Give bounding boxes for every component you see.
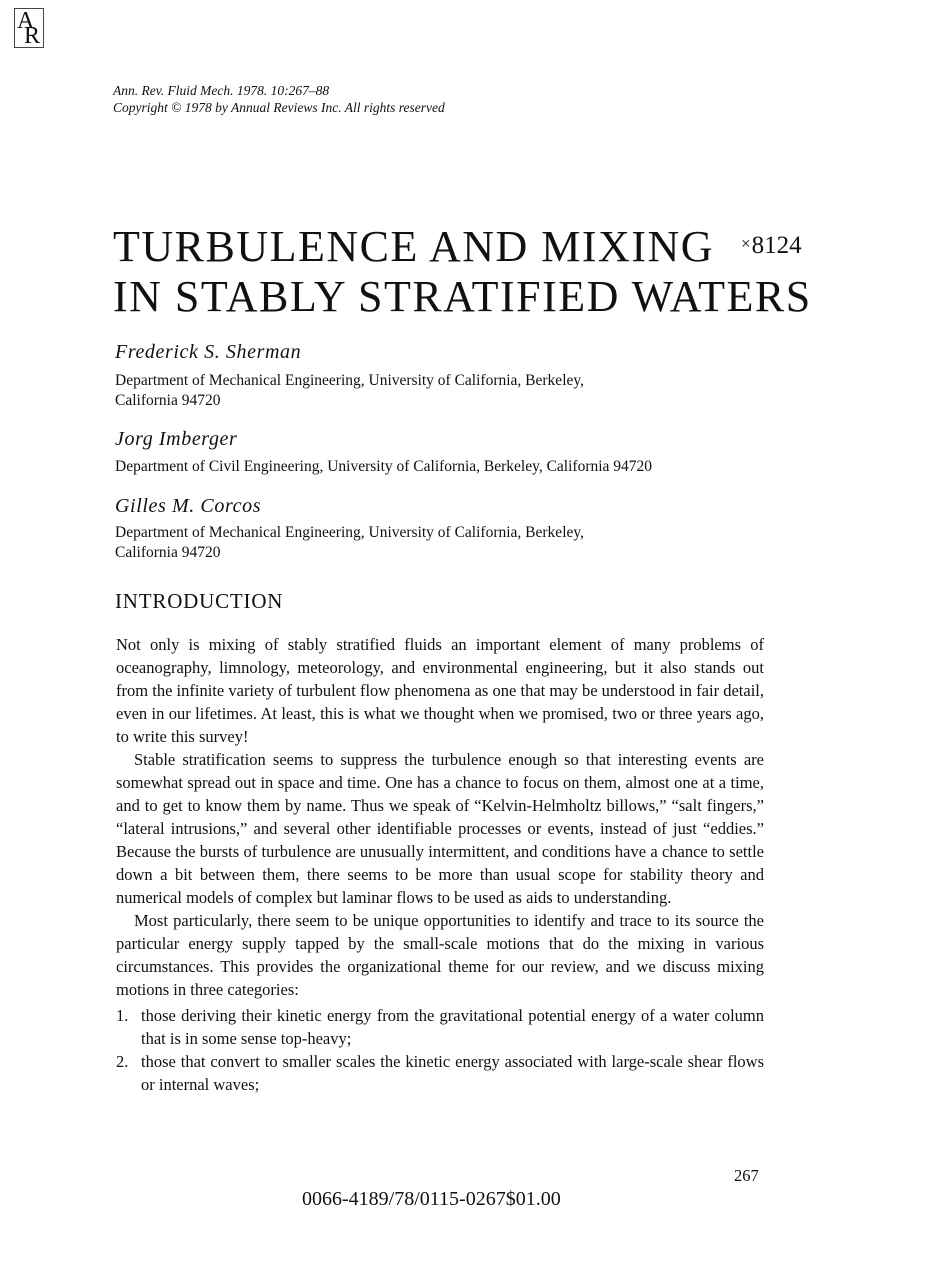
author-name: Frederick S. Sherman — [115, 341, 302, 363]
article-title — [113, 222, 833, 322]
section-heading: INTRODUCTION — [115, 589, 284, 613]
page-number: 267 — [734, 1166, 759, 1185]
title-line-2: IN STABLY STRATIFIED WATERS — [113, 272, 812, 321]
logo-letter-r: R — [24, 23, 41, 49]
author-name: Jorg Imberger — [115, 428, 238, 450]
list-item — [116, 1050, 764, 1096]
article-code — [741, 232, 802, 260]
body-text — [116, 633, 764, 1096]
affiliation-line-1: Department of Civil Engineering, University of California, Berkeley, California 94720 — [115, 458, 653, 475]
affiliation-line-1: Department of Mechanical Engineering, University of California, Berkeley, — [115, 372, 584, 389]
author-affiliation — [115, 457, 652, 477]
author-affiliation — [115, 371, 584, 411]
affiliation-line-2: California 94720 — [115, 392, 221, 409]
paragraph: Not only is mixing of stably stratified fluids an important element of many problems of oceanography, limnology, meteorology, and environmental engineering, but it also stands out from the infinite variety of turbulent flow phenomena as one that may be understood in fair detail, even in our lifetimes. At least, this is what we thought when we promised, two or three years ago, to write this survey! — [116, 635, 764, 746]
list-item — [116, 1004, 764, 1050]
code-mark: × — [741, 234, 751, 253]
journal-header — [113, 82, 445, 116]
paragraph: Most particularly, there seem to be unique opportunities to identify and trace to its source the particular energy supply tapped by the small-scale motions that do the mixing in various circumstances. This provides the organizational theme for our review, and we discuss mixing motions in three categories: — [116, 911, 764, 999]
numbered-list — [116, 1004, 764, 1096]
author-affiliation — [115, 523, 584, 563]
affiliation-line-2: California 94720 — [115, 544, 221, 561]
title-line-1: TURBULENCE AND MIXING — [113, 222, 715, 271]
annual-reviews-logo — [14, 8, 44, 48]
logo-letter-a: A — [17, 8, 35, 34]
code-number: 8124 — [751, 232, 802, 259]
author-name: Gilles M. Corcos — [115, 495, 262, 517]
list-item-number: 2. — [116, 1052, 129, 1071]
list-item-number: 1. — [116, 1006, 129, 1025]
list-item-text: those deriving their kinetic energy from the gravitational potential energy of a water column that is in some sense top-heavy; — [141, 1006, 764, 1048]
copyright-line: Copyright © 1978 by Annual Reviews Inc. All rights reserved — [113, 100, 445, 115]
journal-citation: Ann. Rev. Fluid Mech. 1978. 10:267–88 — [113, 83, 330, 98]
affiliation-line-1: Department of Mechanical Engineering, University of California, Berkeley, — [115, 524, 584, 541]
list-item-text: those that convert to smaller scales the kinetic energy associated with large-scale shear flows or internal waves; — [141, 1052, 764, 1094]
issn-code: 0066-4189/78/0115-0267$01.00 — [302, 1188, 561, 1210]
paragraph: Stable stratification seems to suppress the turbulence enough so that interesting events are somewhat spread out in space and time. One has a chance to focus on them, almost one at a time, and to get to know them by name. Thus we speak of “Kelvin-Helmholtz billows,” “salt fingers,” “lateral intrusions,” and several other identifiable processes or events, instead of just “eddies.” Because the bursts of turbulence are unusually intermittent, and conditions have a chance to settle down a bit between them, there seems to be more than usual scope for stability theory and numerical models of complex but laminar flows to be used as aids to understanding. — [116, 750, 764, 907]
